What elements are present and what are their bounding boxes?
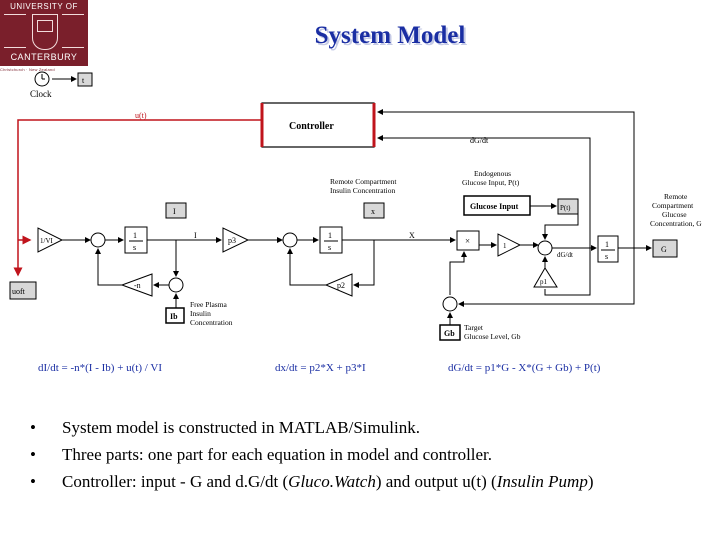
sum-block-4 bbox=[169, 278, 183, 292]
slide-title: System Model bbox=[314, 22, 466, 49]
sum-block-1 bbox=[91, 233, 105, 247]
out-g-label: G bbox=[661, 245, 667, 254]
controller-label: Controller bbox=[289, 121, 334, 132]
integrator-3-den: s bbox=[605, 252, 609, 261]
bullet-text: ) bbox=[587, 472, 594, 491]
bullet-text: System model is constructed in MATLAB/Simulink. bbox=[62, 418, 420, 437]
bullet-icon: • bbox=[30, 472, 36, 491]
u-signal-label: u(t) bbox=[135, 111, 147, 120]
equation-glucose: dG/dt = p1*G - X*(G + Gb) + P(t) bbox=[448, 362, 601, 374]
gain-neg1-label: 1 bbox=[503, 242, 507, 250]
sig-i-label: I bbox=[194, 231, 197, 240]
bullet-text-italic: Insulin Pump bbox=[496, 472, 588, 491]
endogenous-label: Endogenous Glucose Input, P(t) bbox=[462, 169, 520, 187]
bullet-icon: • bbox=[30, 445, 36, 464]
bullet-item bbox=[30, 468, 710, 495]
integrator-1-den: s bbox=[133, 243, 137, 252]
sum-block-2 bbox=[283, 233, 297, 247]
bullet-text: ) and output u(t) ( bbox=[375, 472, 497, 491]
integrator-2-num: 1 bbox=[328, 231, 332, 240]
equation-x: dx/dt = p2*X + p3*I bbox=[275, 362, 366, 374]
sum-block-5 bbox=[443, 297, 457, 311]
integrator-3-num: 1 bbox=[605, 240, 609, 249]
out-i-label: I bbox=[173, 207, 176, 216]
bullet-item bbox=[30, 414, 710, 441]
bullet-item bbox=[30, 441, 710, 468]
pot-label: P(t) bbox=[560, 204, 571, 212]
controller-block bbox=[262, 103, 374, 147]
bullet-list bbox=[30, 414, 710, 495]
bullet-icon: • bbox=[30, 418, 36, 437]
uoft-label: uoft bbox=[12, 287, 25, 296]
sum-block-3 bbox=[538, 241, 552, 255]
bullet-text-italic: Gluco.Watch bbox=[288, 472, 376, 491]
p3-gain-label: p3 bbox=[228, 236, 236, 245]
integrator-2-den: s bbox=[328, 243, 332, 252]
clock-block bbox=[30, 72, 52, 99]
ib-label: Ib bbox=[170, 312, 178, 321]
integrator-1-num: 1 bbox=[133, 231, 137, 240]
target-label: Target Glucose Level, Gb bbox=[464, 323, 521, 341]
dgdt-mid-label: dG/dt bbox=[557, 251, 573, 259]
product-label: × bbox=[465, 236, 471, 246]
logo-line-1: UNIVERSITY OF bbox=[10, 2, 78, 11]
p2-gain-label: p2 bbox=[337, 281, 345, 290]
gain-n-label: -n bbox=[134, 281, 141, 290]
free-plasma-label: Free Plasma Insulin Concentration bbox=[190, 300, 233, 327]
big-x-label: X bbox=[409, 231, 415, 240]
gain-1-over-v-label: 1/VI bbox=[40, 237, 53, 245]
clock-label: Clock bbox=[30, 89, 52, 99]
gain-neg1-block bbox=[498, 234, 520, 256]
gb-label: Gb bbox=[444, 329, 455, 338]
out-x-label: x bbox=[371, 207, 375, 216]
bullet-text: Three parts: one part for each equation in model and controller. bbox=[62, 445, 493, 464]
logo-subtitle: Christchurch · New Zealand bbox=[0, 67, 55, 72]
glucose-input-label: Glucose Input bbox=[470, 202, 519, 211]
p1-gain-label: p1 bbox=[540, 278, 547, 286]
dgdt-top-label: dG/dt bbox=[470, 136, 489, 145]
logo-line-2: CANTERBURY bbox=[10, 52, 78, 62]
remote-insulin-label: Remote Compartment Insulin Concentration bbox=[330, 177, 397, 195]
clock-output-label: t bbox=[82, 76, 85, 85]
equation-insulin: dI/dt = -n*(I - Ib) + u(t) / VI bbox=[38, 362, 163, 374]
bullet-text: Controller: input - G and d.G/dt ( bbox=[62, 472, 289, 491]
remote-glucose-label: Remote Compartment Glucose Concentration, G bbox=[650, 192, 702, 228]
out-i-block bbox=[166, 203, 186, 218]
clock-output-block bbox=[78, 73, 92, 86]
